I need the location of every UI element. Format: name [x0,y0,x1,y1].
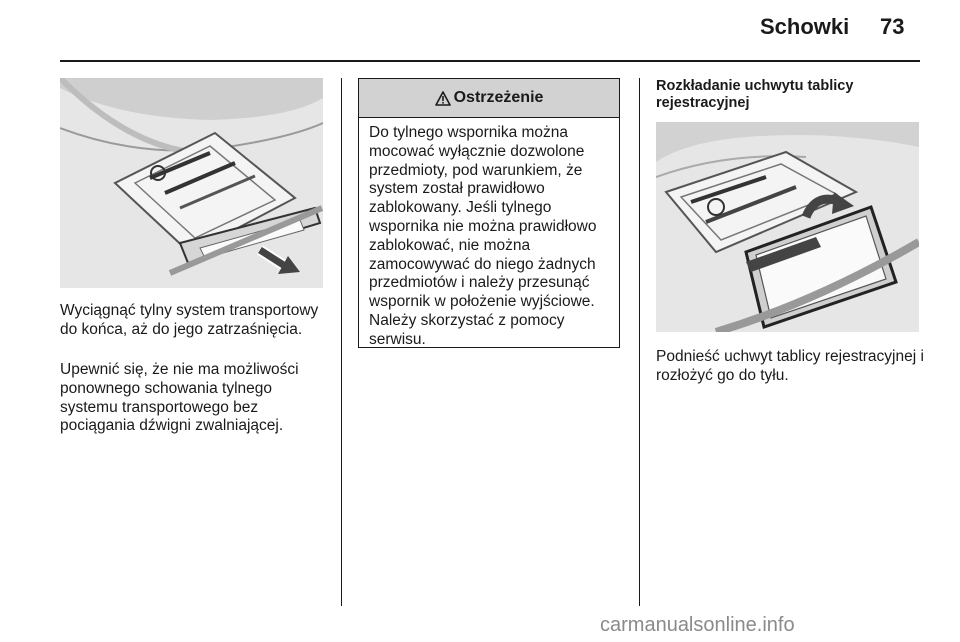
header-title: Schowki [760,14,850,39]
watermark: carmanualsonline.info [600,614,795,636]
license-plate-holder-fold-illustration [656,122,919,332]
warning-header [359,79,619,118]
instruction-check-lock: Upewnić się, że nie ma możliwości ponownego schowania tylnego systemu transportowego bez pociągania dźwigni zwalniającej. [60,361,299,435]
instruction-pull-out: Wyciągnąć tylny system transportowy do końca, aż do jego zatrzaśnięcia. [60,302,319,338]
column-divider-right [639,78,640,606]
section-heading: Rozkładanie uchwytu tablicy rejestracyjnej [656,78,854,111]
header-rule [60,60,920,62]
page-number: 73 [880,14,905,39]
column-divider-left [341,78,342,606]
warning-box [358,78,620,348]
warning-triangle-icon [435,91,451,106]
warning-heading: Ostrzeżenie [453,89,544,106]
warning-text: Do tylnego wspornika można mocować wyłącznie dozwolone przedmioty, pod warunkiem, że system został prawidłowo zablokowany. Jeśli tylnego wspornika nie można prawidłowo zablokować, nie można zamocowywać do niego żadnych przedmiotów i należy przesunąć wspornik w położenie wyjściowe. Należy skorzystać z pomocy serwisu. [369,124,597,348]
instruction-fold-holder: Podnieść uchwyt tablicy rejestracyjnej i rozłożyć go do tyłu. [656,348,924,384]
rear-carrier-pull-out-illustration [60,78,323,288]
